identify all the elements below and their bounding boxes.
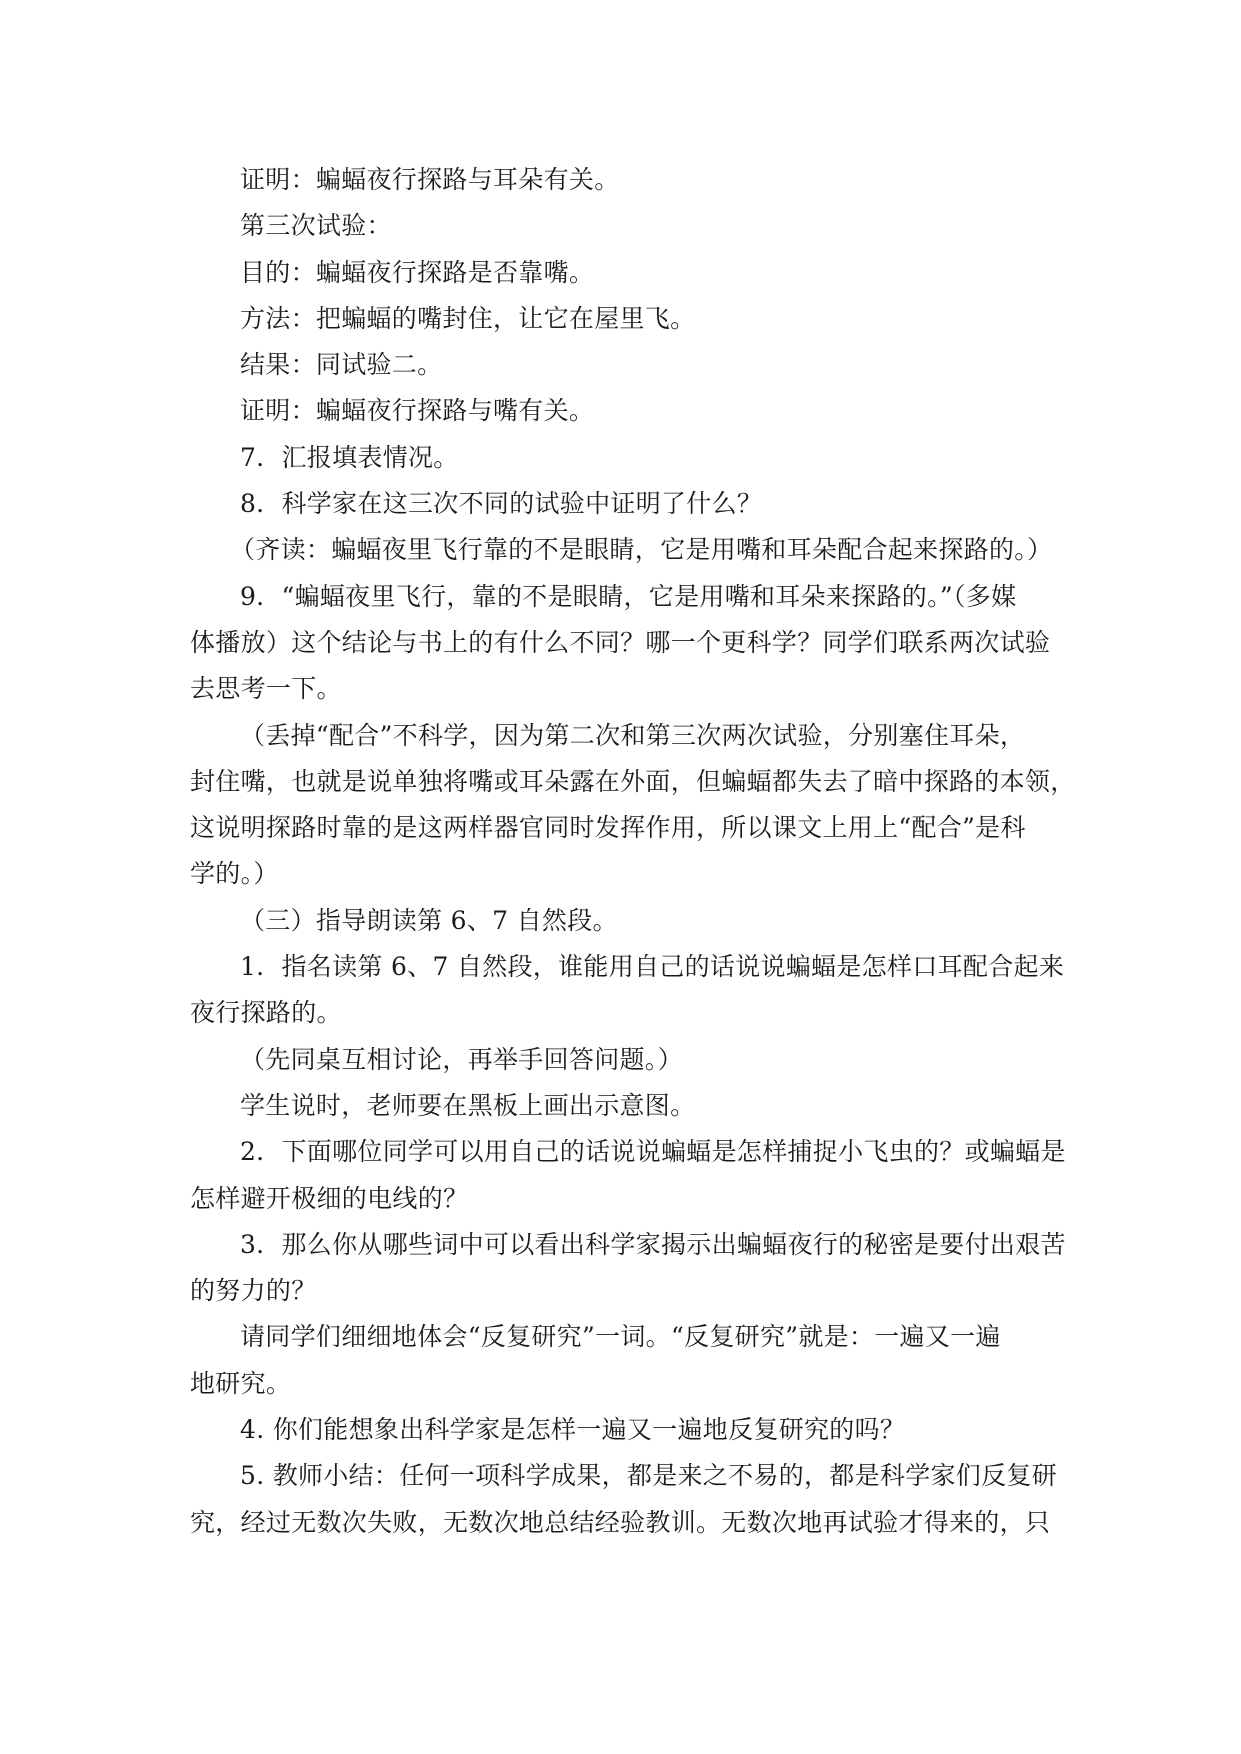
text-line: （丢掉“配合”不科学，因为第二次和第三次两次试验，分别塞住耳朵， [240,720,1026,750]
text-line: 2．下面哪位同学可以用自己的话说说蝙蝠是怎样捕捉小飞虫的？或蝙蝠是 [240,1137,1066,1167]
paragraph [190,296,1058,342]
paragraph [190,713,1076,898]
text-line: 地研究。 [190,1368,292,1398]
text-line: 9．“蝙蝠夜里飞行，靠的不是眼睛，它是用嘴和耳朵来探路的。”（多媒 [240,581,1017,611]
text-line: 学生说时，老师要在黑板上画出示意图。 [240,1090,696,1120]
paragraph [190,250,1058,296]
paragraph [190,435,1058,481]
text-line: 这说明探路时靠的是这两样器官同时发挥作用，所以课文上用上“配合”是科 [190,813,1026,843]
text-line: 1．指名读第 6、7 自然段，谁能用自己的话说说蝙蝠是怎样口耳配合起来 [240,952,1065,982]
text-line: 8．科学家在这三次不同的试验中证明了什么？ [240,489,763,519]
paragraph [190,574,1058,713]
text-line: 封住嘴，也就是说单独将嘴或耳朵露在外面，但蝙蝠都失去了暗中探路的本领， [190,766,1076,796]
text-line: 体播放）这个结论与书上的有什么不同？哪一个更科学？同学们联系两次试验 [190,627,1051,657]
text-line: （先同桌互相讨论，再举手回答问题。） [240,1044,683,1074]
text-line: 究，经过无数次失败，无数次地总结经验教训。无数次地再试验才得来的，只 [190,1507,1051,1537]
text-line: 结果：同试验二。 [240,350,443,380]
document-body [190,157,1076,1546]
text-line: 去思考一下。 [190,674,342,704]
text-line: 的努力的？ [190,1276,317,1306]
text-line: （齐读：蝙蝠夜里飞行靠的不是眼睛，它是用嘴和耳朵配合起来探路的。） [230,535,1053,565]
paragraph [190,1037,1058,1083]
paragraph [190,1222,1066,1315]
paragraph [190,342,1058,388]
text-line: 目的：蝙蝠夜行探路是否靠嘴。 [240,257,595,287]
text-line: 3．那么你从哪些词中可以看出科学家揭示出蝙蝠夜行的秘密是要付出艰苦 [240,1229,1066,1259]
paragraph [190,1083,1058,1129]
text-line: 第三次试验： [240,211,392,241]
text-line: 证明：蝙蝠夜行探路与耳朵有关。 [240,165,620,194]
text-line: 5. 教师小结：任何一项科学成果，都是来之不易的，都是科学家们反复研 [240,1461,1058,1491]
text-line: 夜行探路的。 [190,998,342,1028]
paragraph [190,1129,1066,1222]
text-line: 请同学们细细地体会“反复研究”一词。“反复研究”就是：一遍又一遍 [240,1322,1001,1352]
paragraph [190,527,1058,573]
text-line: （三）指导朗读第 6、7 自然段。 [240,905,618,935]
text-line: 学的。） [190,859,279,889]
text-line: 4. 你们能想象出科学家是怎样一遍又一遍地反复研究的吗？ [240,1415,906,1445]
paragraph [190,944,1065,1037]
text-line: 怎样避开极细的电线的？ [190,1183,469,1213]
text-line: 7．汇报填表情况。 [240,442,459,472]
text-line: 方法：把蝙蝠的嘴封住，让它在屋里飞。 [240,303,696,333]
paragraph [190,898,1058,944]
paragraph [190,1407,1058,1453]
paragraph [190,1314,1058,1407]
paragraph [190,481,1058,527]
paragraph [190,203,1058,249]
paragraph [190,157,1058,203]
paragraph [190,388,1058,434]
text-line: 证明：蝙蝠夜行探路与嘴有关。 [240,396,595,426]
paragraph [190,1453,1058,1546]
